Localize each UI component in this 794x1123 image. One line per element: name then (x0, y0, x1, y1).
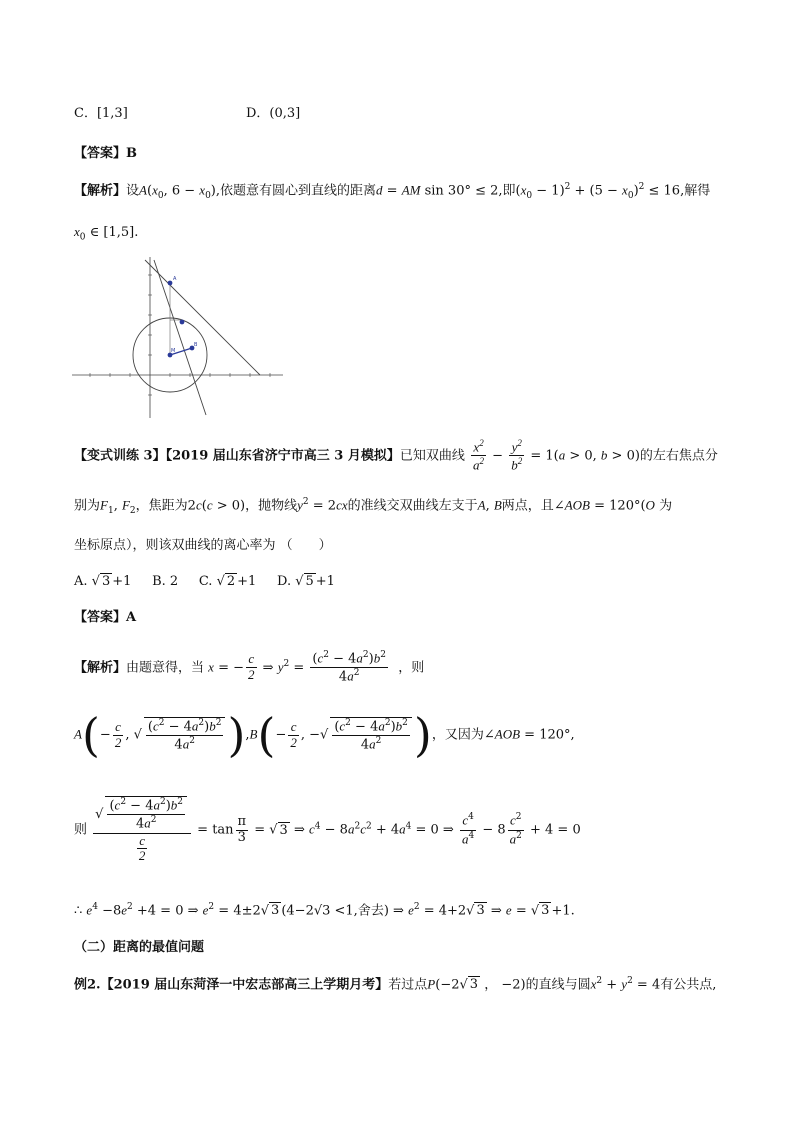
label-m: M (171, 348, 176, 354)
variant-3-line-3: 坐标原点），则该双曲线的离心率为 （ ） (74, 538, 332, 553)
analysis-1-line-1: 【解析】设$A(x_0$, $6 - x_0$),依题意有圆心到直线的距离d = AM sin 30° ≤ 2,即$(x_0 - 1)^2 + (5 - x_0)^2 \le 16$,解得 (74, 182, 711, 201)
analysis-2-line-3: 则 √ $\frac{(c^2 - 4a^2)b^2}{4a^2}$ $\frac{c}{2}$ = tan $\frac{\pi}{3}$ = √ 3 ⇒ $c^4 - 8a^2c^2 + 4a^4 = 0$ ⇒ $\frac{c^4}{a^4}$ − 8 $\frac{c^2}{a^2}$ + 4 = 0 (74, 797, 581, 864)
variant-3-options: A. √ 3 +1 B. 2 C. √ 2 +1 D. √ 5 +1 (74, 574, 335, 589)
analysis-1-line-2: $x_0$ ∈ [1,5]. (74, 224, 139, 243)
tangent-line (154, 260, 206, 415)
section-title: （二）距离的最值问题 (74, 940, 205, 955)
analysis-2-line-2: A(− $\frac{c}{2}$ , √ $\frac{(c^2 - 4a^2)b^2}{4a^2}$ ),B(− $\frac{c}{2}$ , −√ $\frac{(c^2 - 4a^2)b^2}{4a^2}$ )，又因为∠AOB = 120°, (74, 708, 575, 762)
line-x-plus-y (145, 260, 260, 375)
option-d2: D. (276, 574, 292, 589)
label-b: B (194, 342, 198, 348)
analysis-2-line-1: 【解析】由题意得，当 x = − $\frac{c}{2}$ ⇒ $y^2$ = $\frac{(c^2 - 4a^2)b^2}{4a^2}$ ，则 (74, 650, 425, 685)
option-c: C．[1,3] (74, 106, 128, 121)
point-c (180, 320, 185, 325)
variant-3-line-2: 别为$F_1$, $F_2$，焦距为2c(c > 0)，抛物线$y^2 = 2cx$的准线交双曲线左支于A, B两点，且∠AOB = 120°(O 为 (74, 497, 673, 516)
option-b: B. 2 (152, 574, 179, 589)
answer-2: 【答案】A (74, 610, 137, 625)
answer-1: 【答案】B (74, 146, 137, 161)
geometry-figure (70, 255, 285, 420)
analysis-2-line-4: ∴ $e^4 -8e^2 +4 = 0$ ⇒ $e^2 = 4\pm 2√$ 3 (4−2√3 <1,舍去) ⇒ $e^2 = 4+2√$ 3 ⇒ e = √ 3 +1. (74, 902, 575, 919)
point-a (168, 281, 173, 286)
option-a: A. (74, 574, 88, 589)
variant-3-line-1: 【变式训练 3】【2019 届山东省济宁市高三 3 月模拟】已知双曲线 $\frac{x^2}{a^2}$ − $\frac{y^2}{b^2}$ = 1(a > 0, b > 0)的左右焦点分 (74, 438, 718, 473)
label-a: A (173, 276, 177, 282)
option-d: D．(0,3] (246, 106, 301, 121)
example-2: 例2.【2019 届山东菏泽一中宏志部高三上学期月考】若过点P(−2√ 3 ， −2)的直线与圆$x^2 + y^2 = 4$有公共点, (74, 976, 717, 993)
option-c2: C. (198, 574, 213, 589)
